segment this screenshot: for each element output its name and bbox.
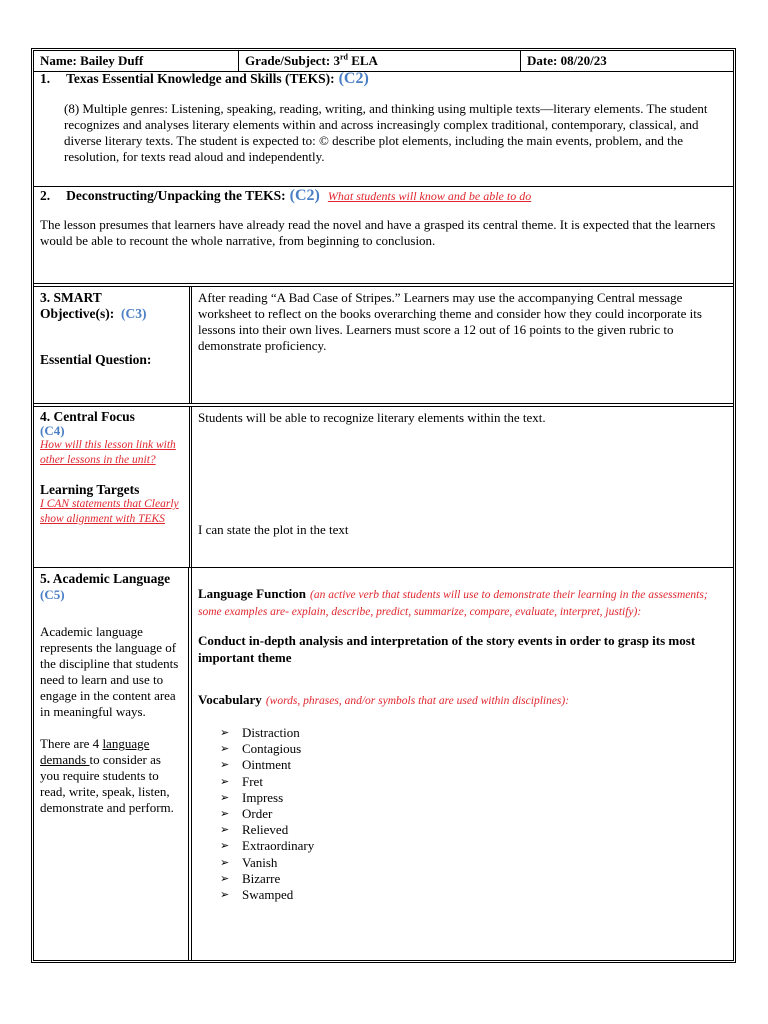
academic-language-body-cell: [192, 568, 733, 960]
learning-target-statement: I can state the plot in the text: [198, 522, 349, 537]
arrow-bullet-icon: ➢: [220, 791, 230, 804]
smart-label-cell: [34, 287, 192, 403]
language-function-title: Language Function: [198, 586, 306, 601]
date-cell: Date: 08/20/23: [527, 53, 607, 68]
learning-targets-label: Learning Targets: [40, 482, 140, 497]
academic-language-label: 5. Academic Language: [40, 571, 171, 586]
arrow-bullet-icon: ➢: [220, 824, 230, 837]
language-demands-end: to consider as you require students to read, write, speak, listen, demonstrate and perform.: [40, 752, 174, 815]
arrow-bullet-icon: ➢: [220, 759, 230, 772]
central-focus-label: 4. Central Focus: [40, 409, 135, 424]
vocabulary-word: Fret: [242, 773, 263, 789]
unpacking-number: 2.: [40, 188, 51, 203]
unpacking-heading: [40, 187, 727, 205]
section-smart-objective: [34, 283, 733, 403]
smart-body: After reading “A Bad Case of Stripes.” Learners may use the accompanying Central message worksheet to reflect on the books overarching theme and consider how they could incorporate its lessons into their own lives. Learners must score a 12 out of 16 points to the given rubric to demonstrate proficiency.: [198, 290, 702, 353]
essential-question-label: Essential Question:: [40, 352, 152, 367]
unpacking-body: The lesson presumes that learners have already read the novel and have a grasped its central theme. It is expected that the learners would be able to recount the whole narrative, from beginning to conclusion.: [40, 217, 716, 248]
vocabulary-item: [220, 871, 727, 887]
teks-body: (8) Multiple genres: Listening, speaking, reading, writing, and thinking using multiple texts—literary elements. The student recognizes and analyses literary elements within and across increasingly complex traditional, contemporary, classical, and diverse literary texts. The student is expected to: © describe plot elements, including the main events, problem, and the resolution, for texts read aloud and independently.: [64, 101, 708, 164]
central-focus-label-cell: [34, 407, 192, 567]
name-cell: Name: Bailey Duff: [34, 51, 239, 71]
vocabulary-item: [220, 855, 727, 871]
unpacking-title: Deconstructing/Unpacking the TEKS:: [66, 188, 286, 203]
central-focus-body-cell: [192, 407, 733, 567]
language-demands-start: There are 4: [40, 736, 103, 751]
unpacking-hint-start: What students will: [327, 189, 420, 203]
teks-heading: [40, 71, 727, 87]
vocabulary-word: Vanish: [242, 854, 278, 870]
language-demands-underlined: language demands: [40, 736, 150, 767]
teks-number: 1.: [40, 71, 51, 86]
vocabulary-word: Distraction: [242, 725, 300, 740]
vocabulary-word: Swamped: [242, 887, 294, 903]
unpacking-code: (C2): [289, 187, 320, 204]
teks-code: (C2): [338, 70, 369, 87]
smart-label-text: 3. SMART Objective(s):: [40, 290, 115, 321]
vocabulary-word: Extraordinary: [242, 838, 315, 854]
grade-superscript: rd: [339, 52, 348, 62]
grade-text: Grade/Subject: 3: [245, 53, 340, 68]
central-focus-code: (C4): [40, 423, 65, 438]
arrow-bullet-icon: ➢: [220, 808, 230, 821]
smart-label: [40, 290, 183, 322]
vocabulary-item: [220, 741, 727, 757]
smart-code: (C3): [120, 306, 147, 321]
section-central-focus: [34, 403, 733, 567]
section-academic-language: [34, 567, 733, 960]
grade-subject-cell: [239, 51, 521, 71]
unpacking-hint: [328, 189, 531, 203]
arrow-bullet-icon: ➢: [220, 775, 230, 788]
vocabulary-word: Relieved: [242, 822, 289, 838]
arrow-bullet-icon: ➢: [220, 872, 230, 885]
arrow-bullet-icon: ➢: [220, 727, 230, 739]
vocabulary-title: Vocabulary: [198, 692, 262, 707]
arrow-bullet-icon: ➢: [220, 743, 230, 756]
vocabulary-word: Impress: [242, 789, 284, 805]
grade-subject-text: ELA: [347, 53, 378, 68]
vocabulary-word: Ointment: [242, 757, 292, 773]
vocabulary-item: [220, 806, 727, 822]
central-focus-body: Students will be able to recognize literary elements within the text.: [198, 410, 546, 425]
language-function-body: Conduct in-depth analysis and interpretation of the story events in order to grasp its most important theme: [198, 633, 696, 665]
section-teks: [34, 71, 733, 187]
lesson-plan-table: [31, 48, 736, 963]
vocabulary-word: Order: [242, 806, 273, 822]
vocabulary-item: [220, 887, 727, 903]
language-function-hint: (an active verb that students will use to demonstrate their learning in the assessments; some examples are- explain, describe, predict, summarize, compare, evaluate, interpret, justify):: [198, 589, 708, 618]
central-focus-hint: How will this lesson link with other lessons in the unit?: [40, 439, 176, 466]
language-function: [198, 586, 727, 620]
vocabulary-hint: (words, phrases, and/or symbols that are used within disciplines):: [265, 695, 570, 707]
arrow-bullet-icon: ➢: [220, 889, 230, 902]
vocabulary-item: [220, 757, 727, 773]
unpacking-hint-underlined: know and be able to do: [419, 189, 532, 203]
language-demands-text: [40, 736, 182, 816]
arrow-bullet-icon: ➢: [220, 856, 230, 869]
vocabulary-item: [220, 725, 727, 741]
vocabulary-word: Contagious: [242, 741, 302, 757]
academic-language-code: (C5): [40, 587, 65, 602]
learning-targets-hint: I CAN statements that Clearly show alignment with TEKS: [40, 498, 179, 525]
vocabulary-item: [220, 774, 727, 790]
teks-title: Texas Essential Knowledge and Skills (TEKS):: [66, 71, 335, 86]
section-unpacking: [34, 187, 733, 283]
vocabulary-heading: [198, 692, 727, 709]
header-row: [34, 51, 733, 72]
vocabulary-item: [220, 838, 727, 854]
vocabulary-word: Bizarre: [242, 870, 281, 886]
academic-language-description: Academic language represents the language of the discipline that students need to learn and use to engage in the content area in meaningful ways.: [40, 624, 179, 719]
vocabulary-item: [220, 822, 727, 838]
academic-language-label-cell: [34, 568, 192, 960]
vocabulary-list: [198, 725, 727, 903]
vocabulary-item: [220, 790, 727, 806]
arrow-bullet-icon: ➢: [220, 840, 230, 853]
